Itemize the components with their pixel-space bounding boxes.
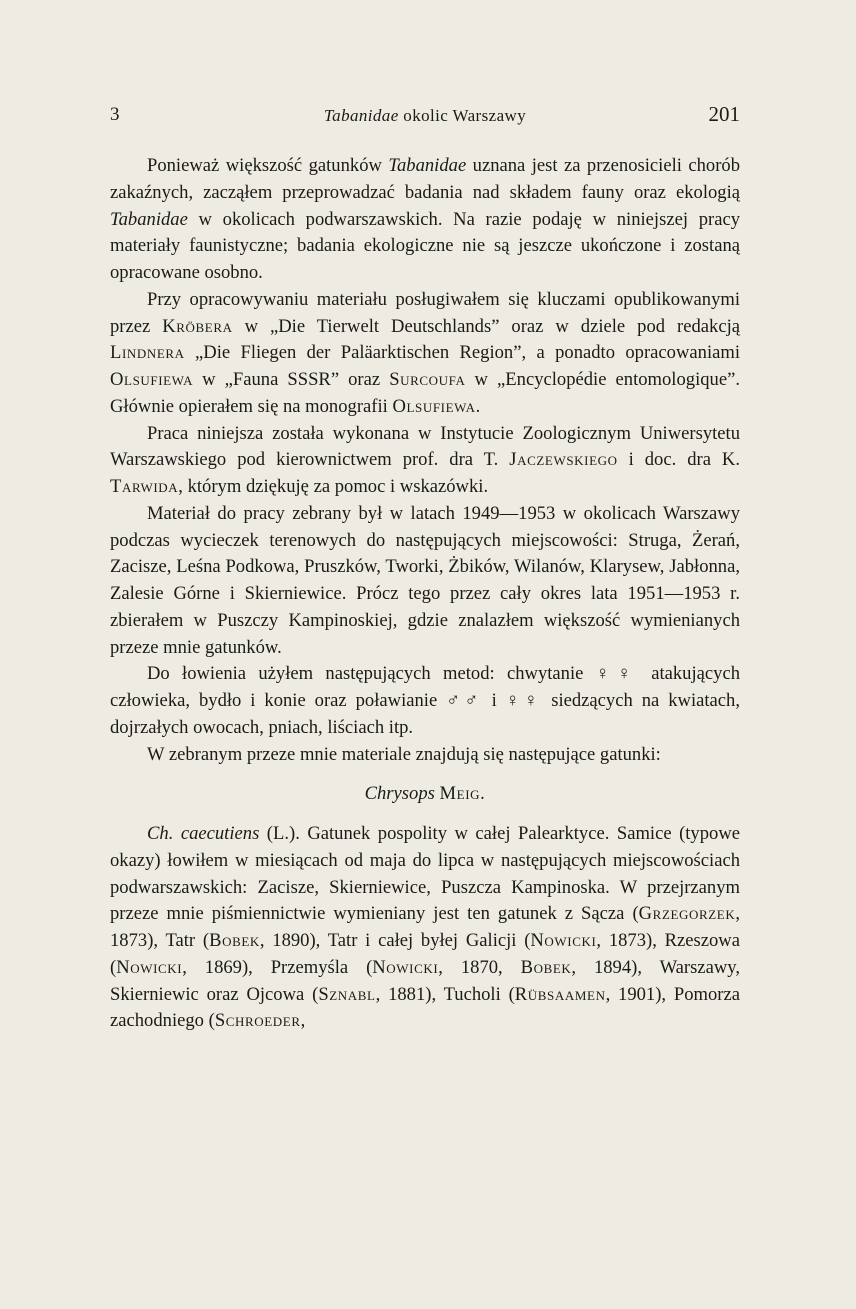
genus-author: Meig. xyxy=(439,783,486,805)
paragraph-keys: Przy opracowywaniu materiału posługiwałem się kluczami opublikowanymi przez Kröbera w „Die Tierwelt Deutschlands” oraz w dziele pod redakcją Lindnera „Die Fliegen der Paläarktischen Region”, a ponadto opracowaniami Olsufiewa w „Fauna SSSR” oraz Surcoufa w „Encyclopédie entomologique”. Głównie opierałem się na monografii Olsufiewa. xyxy=(110,288,740,417)
page-number: 201 xyxy=(708,102,740,126)
running-header xyxy=(110,100,740,136)
author-name: Bobek xyxy=(209,930,260,951)
running-title-genus: Tabanidae xyxy=(323,106,399,125)
author-name: Bobek xyxy=(520,956,572,978)
genus-heading xyxy=(110,781,740,808)
paragraph-species-intro: W zebranym przeze mnie materiale znajdują się następujące gatunki: xyxy=(147,743,661,765)
running-title-rest: okolic Warszawy xyxy=(403,106,527,125)
author-name: Lindnera xyxy=(110,342,185,364)
author-name: Olsufiewa xyxy=(110,369,194,390)
paragraph-intro: Ponieważ większość gatunków Tabanidae uznana jest za przenosicieli chorób zakaźnych, zacząłem przeprowadzać badania nad składem fauny oraz ekologią Tabanidae w okolicach podwarszawskich. Na razie podaję w niniejszej pracy materiały faunistyczne; badania ekologiczne nie są jeszcze ukończone i zostaną opracowane osobno. xyxy=(110,155,741,283)
paragraph-species-caecutiens: Ch. caecutiens (L.). Gatunek pospolity w całej Palearktyce. Samice (typowe okazy) łowiłem w miesiącach od maja do lipca w następujących miejscowościach podwarszawskich: Zacisze, Skierniewice, Puszcza Kampinoska. W przejrzanym przeze mnie piśmiennictwie wymieniany jest ten gatunek z Sącza (Grzegorzek, 1873), Tatr (Bobek, 1890), Tatr i całej byłej Galicji (Nowicki, 1873), Rzeszowa (Nowicki, 1869), Przemyśla (Nowicki, 1870, Bobek, 1894), Warszawy, Skierniewic oraz Ojcowa (Sznabl, 1881), Tucholi (Rübsaamen, 1901), Pomorza zachodniego (Schroeder, xyxy=(110,823,741,1032)
author-name: Tarwida xyxy=(110,476,179,497)
paragraph-methods: Do łowienia użyłem następujących metod: chwytanie ♀♀ atakujących człowieka, bydło i konie oraz poławianie ♂♂ i ♀♀ siedzących na kwiatach, dojrzałych owocach, pniach, liściach itp. xyxy=(110,663,740,738)
author-name: Kröbera xyxy=(162,315,233,337)
text-body xyxy=(110,153,740,1035)
genus-name: Chrysops xyxy=(364,783,435,805)
paragraph-material: Materiał do pracy zebrany był w latach 1949—1953 w okolicach Warszawy podczas wycieczek terenowych do następujących miejscowości: Struga, Żerań, Zacisze, Leśna Podkowa, Pruszków, Tworki, Żbików, Wilanów, Klarysew, Jabłonna, Zalesie Górne i Skierniewice. Prócz tego przez cały okres lata 1951—1953 r. zbierałem w Puszczy Kampinoskiej, gdzie znalazłem większość wymienianych przeze mnie gatunków. xyxy=(110,502,740,658)
author-name: Rübsaamen xyxy=(514,983,606,1005)
author-name: Olsufiewa xyxy=(392,395,476,417)
author-name: Nowicki xyxy=(530,930,597,951)
author-name: Schroeder xyxy=(214,1010,301,1032)
species-name: Ch. caecutiens xyxy=(147,823,260,844)
paragraph-acknowledgement: Praca niniejsza została wykonana w Instytucie Zoologicznym Uniwersytetu Warszawskiego pod kierownictwem prof. dra T. Jaczewskiego i doc. dra K. Tarwida, którym dziękuję za pomoc i wskazówki. xyxy=(110,422,740,497)
section-number: 3 xyxy=(110,104,120,125)
author-name: Jaczewskiego xyxy=(509,449,618,471)
author-name: Surcoufa xyxy=(389,369,466,390)
author-name: Grzegorzek xyxy=(638,903,736,925)
author-name: Nowicki xyxy=(372,956,439,978)
author-name: Sznabl xyxy=(318,983,376,1005)
running-title xyxy=(110,106,740,126)
author-name: Nowicki xyxy=(116,956,183,978)
